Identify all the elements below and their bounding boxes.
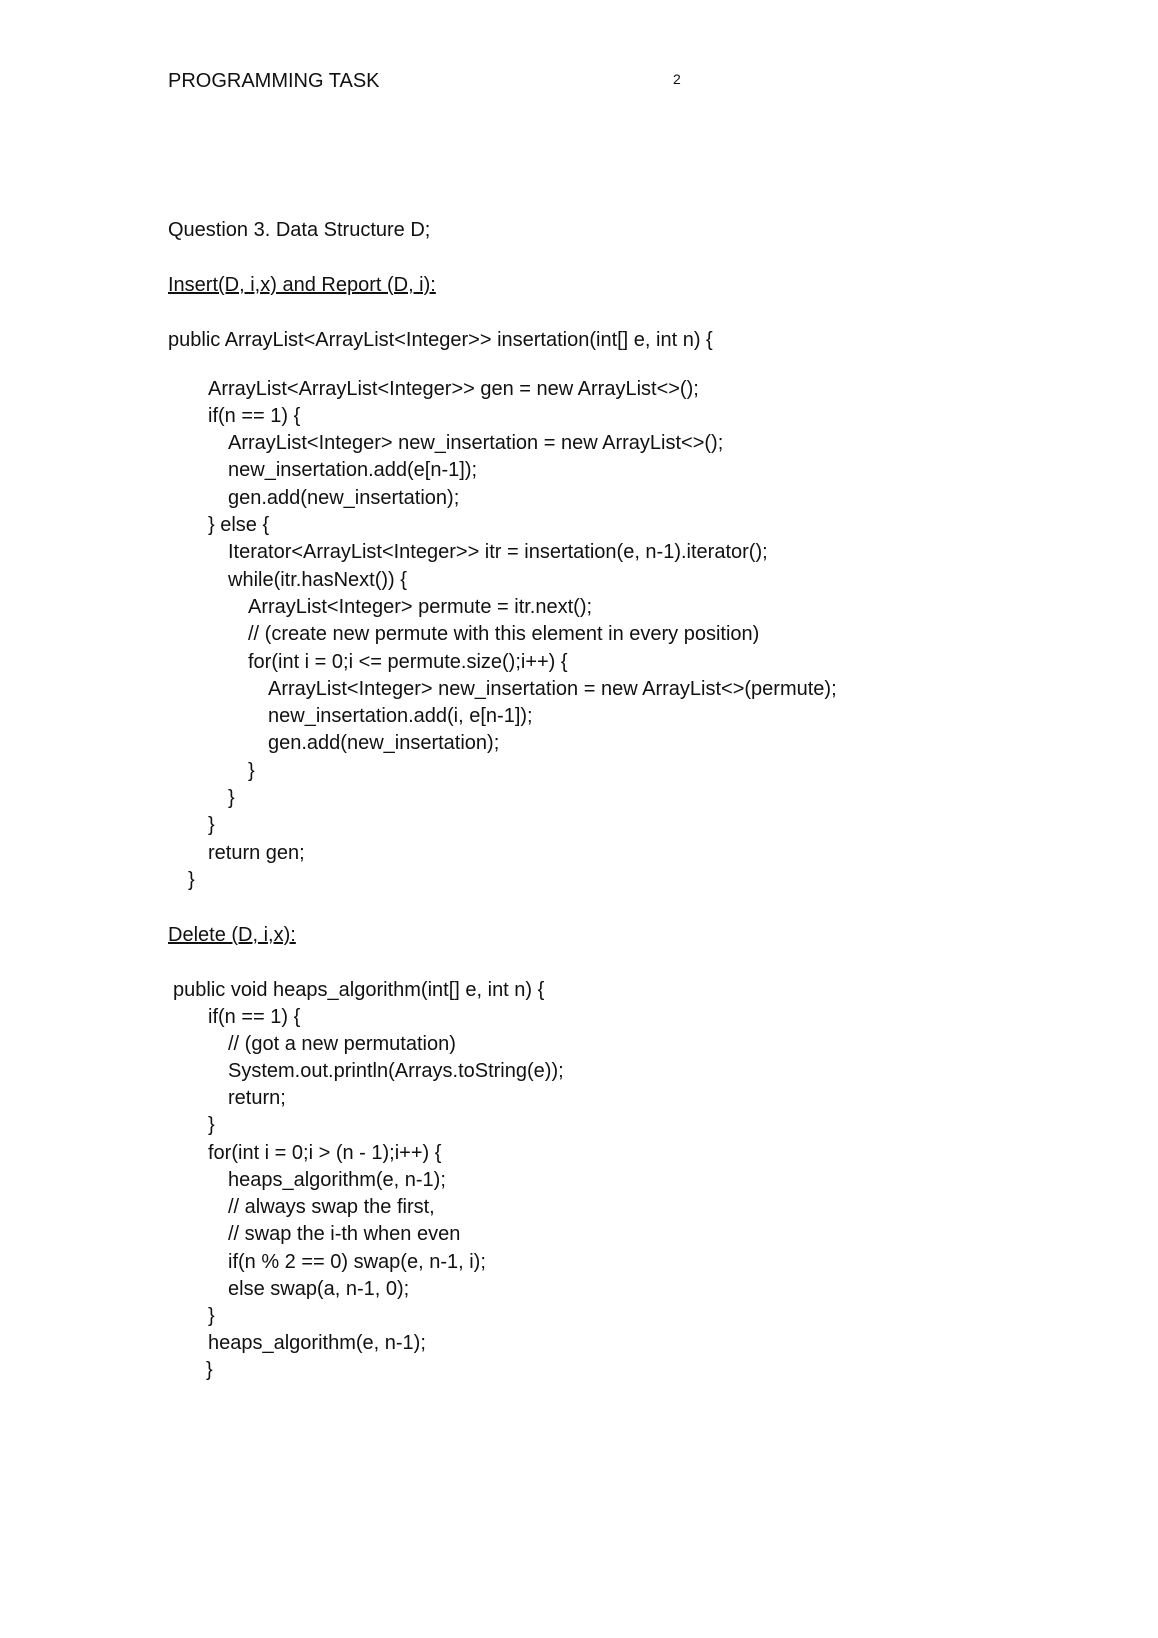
code-line: return gen; [208,842,305,864]
code-line: ArrayList<ArrayList<Integer>> gen = new ArrayList<>(); [208,378,699,400]
code-line: return; [228,1087,286,1109]
code-line: } [206,1359,213,1381]
code-line: System.out.println(Arrays.toString(e)); [228,1060,564,1082]
code-line: else swap(a, n-1, 0); [228,1278,410,1300]
code-line: } [248,760,255,782]
code-line: } [228,787,235,809]
code-line: Iterator<ArrayList<Integer>> itr = insertation(e, n-1).iterator(); [228,541,768,563]
code-line: while(itr.hasNext()) { [228,569,407,591]
code-line: ArrayList<Integer> new_insertation = new ArrayList<>(permute); [268,678,837,700]
section-heading: Delete (D, i,x): [168,924,296,946]
code-line: } [208,1114,215,1136]
code-line: if(n == 1) { [208,1006,301,1028]
section-heading: Insert(D, i,x) and Report (D, i): [168,274,436,296]
code-line: heaps_algorithm(e, n-1); [228,1169,446,1191]
question-title: Question 3. Data Structure D; [168,219,431,241]
code-line: } [208,814,215,836]
code-line: if(n % 2 == 0) swap(e, n-1, i); [228,1251,486,1273]
code-line: } else { [208,514,270,536]
code-line: new_insertation.add(e[n-1]); [228,459,478,481]
code-line: heaps_algorithm(e, n-1); [208,1332,426,1354]
code-comment: // swap the i-th when even [228,1223,461,1245]
code-line: public void heaps_algorithm(int[] e, int n) { [173,979,545,1001]
header-title: PROGRAMMING TASK [168,70,380,92]
code-line: ArrayList<Integer> permute = itr.next(); [248,596,593,618]
code-line: gen.add(new_insertation); [228,487,460,509]
code-comment: // always swap the first, [228,1196,435,1218]
code-line: } [188,869,195,891]
code-line: for(int i = 0;i > (n - 1);i++) { [208,1142,442,1164]
code-line: } [208,1305,215,1327]
code-line: for(int i = 0;i <= permute.size();i++) { [248,651,568,673]
code-line: public ArrayList<ArrayList<Integer>> insertation(int[] e, int n) { [168,329,713,351]
code-comment: // (got a new permutation) [228,1033,456,1055]
code-line: if(n == 1) { [208,405,301,427]
code-line: gen.add(new_insertation); [268,732,500,754]
code-line: ArrayList<Integer> new_insertation = new ArrayList<>(); [228,432,724,454]
page-number: 2 [673,71,681,87]
code-comment: // (create new permute with this element in every position) [248,623,760,645]
code-line: new_insertation.add(i, e[n-1]); [268,705,533,727]
